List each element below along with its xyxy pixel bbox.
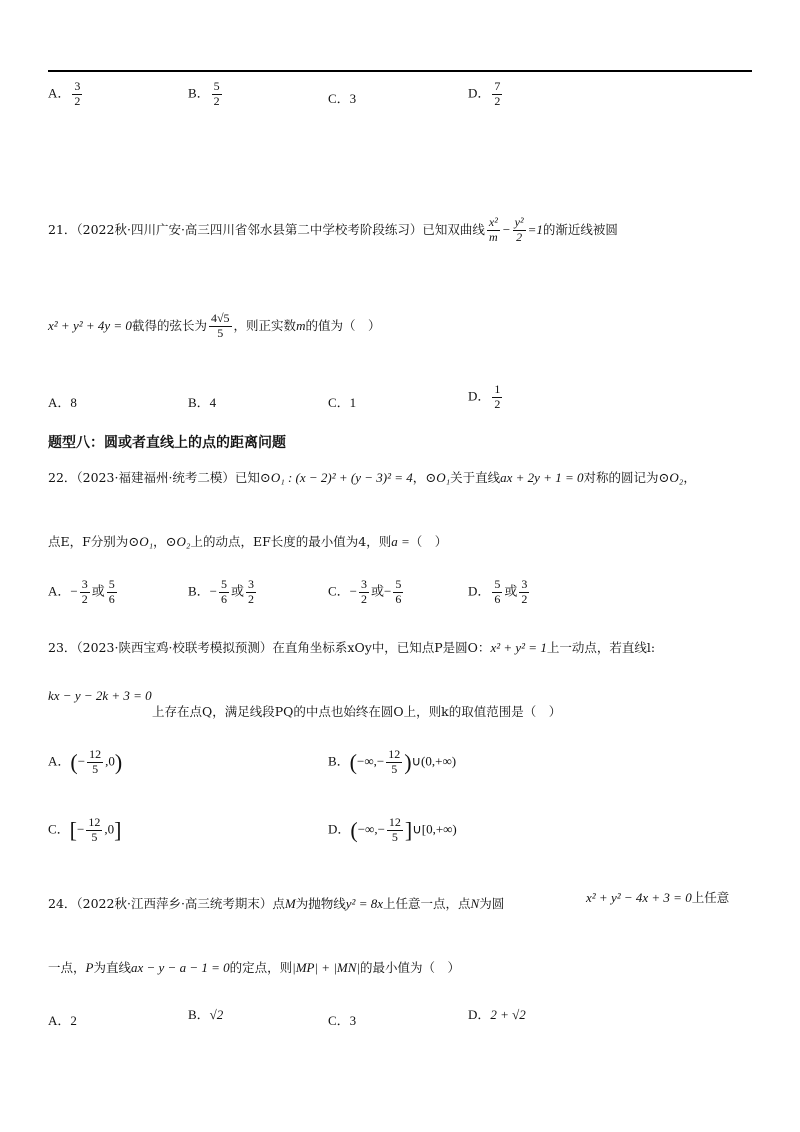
q21-option-c: C．1	[328, 395, 357, 410]
q22-option-b: B．− $\frac{5}{6}$ 或 $\frac{3}{2}$	[188, 577, 255, 606]
q23-line1: 23．（2023·陕西宝鸡·校联考模拟预测）在直角坐标系xOy中，已知点P是圆O：x² + y² = 1上一动点，若直线l:	[48, 640, 656, 655]
q24-option-d: D．2 + √2	[468, 1007, 526, 1022]
q22-option-d: D． $\frac{5}{6}$ 或 $\frac{3}{2}$	[468, 577, 528, 606]
q22-option-a: A．− $\frac{3}{2}$ 或 $\frac{5}{6}$	[48, 577, 115, 606]
q22-line2: 点E，F分别为⊙O₁，⊙O₂上的动点，EF长度的最小值为4，则a =（ ）	[48, 534, 448, 549]
q21-line1: 21．（2022秋·四川广安·高三四川省邻水县第二中学校考阶段练习）已知双曲线 $\frac{\text{x²}}{m}$ − $\frac{\text{y²}}{2}$ =1的渐近线被圆	[48, 215, 618, 244]
q22-line1: 22．（2023·福建福州·统考二模）已知⊙O₁ : (x − 2)² + (y − 3)² = 4，⊙O₁关于直线ax + 2y + 1 = 0对称的圆记为⊙O₂，	[48, 470, 696, 485]
q24-circle: x² + y² − 4x + 3 = 0上任意	[586, 890, 730, 905]
q23-option-b: B．(−∞,− $\frac{12}{5}$ )∪(0,+∞)	[328, 747, 457, 776]
option-b: B． $\frac{5}{2}$	[188, 79, 220, 108]
q24-line2: 一点，P为直线ax − y − a − 1 = 0的定点，则|MP| + |MN|的最小值为（ ）	[48, 960, 460, 975]
q23-option-c: C．[− $\frac{12}{5}$ ,0]	[48, 815, 122, 844]
option-c: C．3	[328, 91, 357, 106]
section-heading: 题型八：圆或者直线上的点的距离问题	[48, 435, 286, 451]
q21-line2: x² + y² + 4y = 0截得的弦长为 $\frac{4√5}{5}$ ，则正实数m的值为（ ）	[48, 311, 381, 340]
q24-line1: 24．（2022秋·江西萍乡·高三统考期末）点M为抛物线y² = 8x上任意一点，点N为圆	[48, 896, 505, 911]
q23-option-a: A．(− $\frac{12}{5}$ ,0)	[48, 747, 123, 776]
q23-option-d: D．(−∞,− $\frac{12}{5}$ ]∪[0,+∞)	[328, 815, 457, 844]
q24-option-c: C．3	[328, 1013, 357, 1028]
q22-option-c: C．− $\frac{3}{2}$ 或− $\frac{5}{6}$	[328, 577, 402, 606]
q21-option-d: D． $\frac{1}{2}$	[468, 382, 501, 411]
q21-option-a: A．8	[48, 395, 77, 410]
q24-option-b: B．√2	[188, 1007, 224, 1022]
q23-line2-rest: 上存在点Q，满足线段PQ的中点也始终在圆O上，则k的取值范围是（ ）	[152, 704, 562, 719]
q24-option-a: A．2	[48, 1013, 77, 1028]
option-d: D． $\frac{7}{2}$	[468, 79, 501, 108]
q23-line2: kx − y − 2k + 3 = 0	[48, 688, 152, 703]
q21-option-b: B．4	[188, 395, 217, 410]
top-rule	[48, 70, 752, 72]
option-a: A． $\frac{3}{2}$	[48, 79, 81, 108]
